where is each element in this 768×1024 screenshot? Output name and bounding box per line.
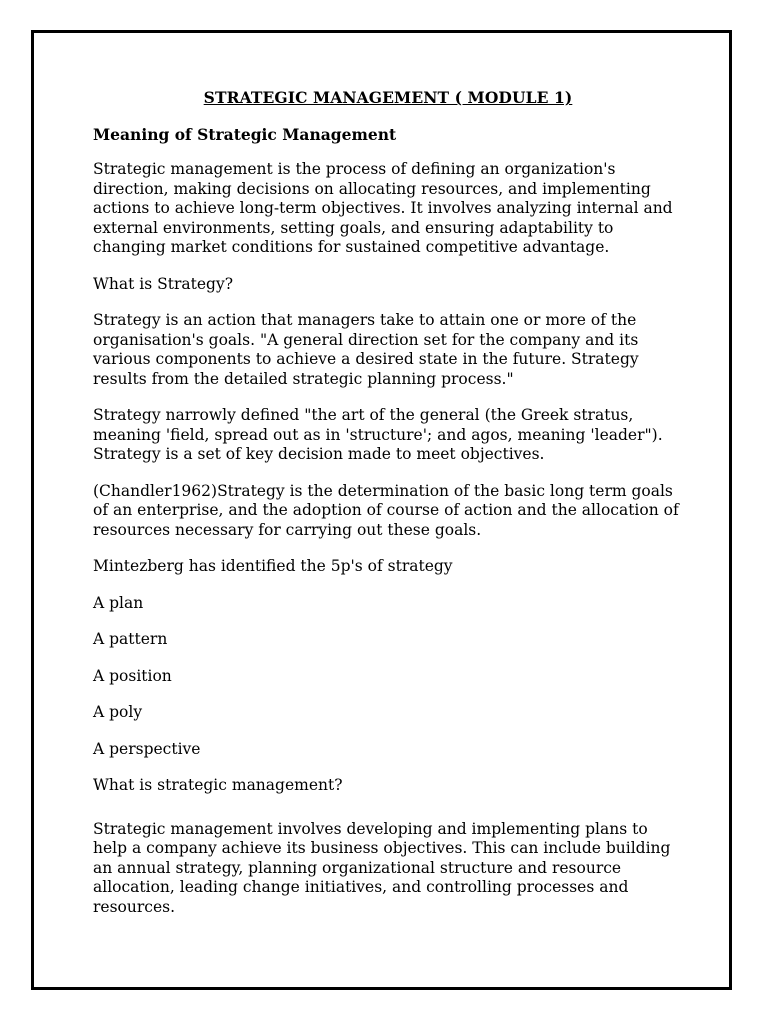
paragraph-strategy-narrow: Strategy narrowly defined "the art of the general (the Greek stratus, meaning 'field, spread out as in 'structure'; and agos, meaning 'leader"). Strategy is a set of key decision made to meet objectives. [93,406,663,463]
list-item-poly: A poly [93,703,143,721]
question-what-is-strategic-management: What is strategic management? [93,776,343,794]
section-heading: Meaning of Strategic Management [93,125,397,144]
question-what-is-strategy: What is Strategy? [93,274,234,293]
list-item-perspective: A perspective [93,739,201,758]
paragraph-strategic-management: Strategic management involves developing and implementing plans to help a company achieve its business objectives. This can include building an annual strategy, planning organizational structure and resource allocation, leading change initiatives, and controlling processes and resources. [93,819,671,916]
list-item-position: A position [93,666,172,685]
paragraph-strategy-action: Strategy is an action that managers take to attain one or more of the organisation's goals. "A general direction set for the company and its various components to achieve a desired state in the future. Strategy results from the detailed strategic planning process." [93,311,639,388]
document-title: STRATEGIC MANAGEMENT ( MODULE 1) [203,88,573,107]
list-item-pattern: A pattern [93,630,168,648]
list-item-plan: A plan [93,593,144,612]
paragraph-mintzberg: Mintezberg has identified the 5p's of strategy [93,557,453,575]
document-body [93,88,683,934]
paragraph-definition: Strategic management is the process of defining an organization's direction, making decisions on allocating resources, and implementing actions to achieve long-term objectives. It involves analyzing internal and external environments, setting goals, and ensuring adaptability to changing market conditions for sustained competitive advantage. [93,160,673,256]
paragraph-chandler: (Chandler1962)Strategy is the determination of the basic long term goals of an enterprise, and the adoption of course of action and the allocation of resources necessary for carrying out these goals. [93,481,679,539]
